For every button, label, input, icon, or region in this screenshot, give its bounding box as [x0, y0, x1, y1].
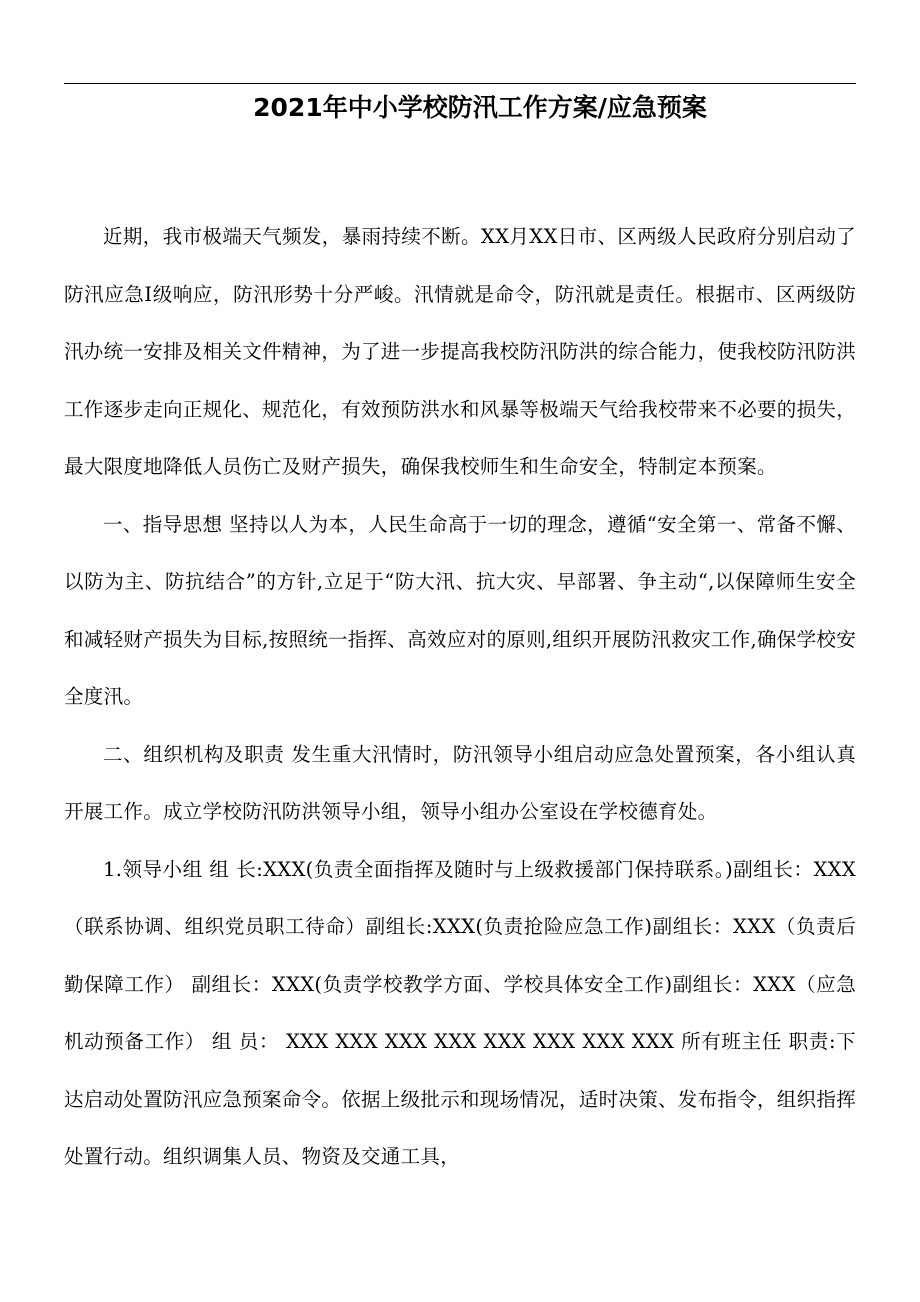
paragraph-leadership-group: 1.领导小组 组 长:XXX(负责全面指挥及随时与上级救援部门保持联系。)副组长：XXX（联系协调、组织党员职工待命）副组长:XXX(负责抢险应急工作)副组长：XXX（负责后勤保障工作） 副组长：XXX(负责学校教学方面、学校具体安全工作)副组长：XXX（应急机动预备工作） 组 员： XXX XXX XXX XXX XXX XXX XXX XXX 所有班主任 职责:下达启动处置防汛应急预案命令。依据上级批示和现场情况，适时决策、发布指令，组织指挥处置行动。组织调集人员、物资及交通工具， — [64, 857, 857, 1168]
paragraph-intro: 近期，我市极端天气频发，暴雨持续不断。XX月XX日市、区两级人民政府分别启动了防汛应急Ⅰ级响应，防汛形势十分严峻。汛情就是命令，防汛就是责任。根据市、区两级防汛办统一安排及相关文件精神，为了进一步提高我校防汛防洪的综合能力，使我校防汛防洪工作逐步走向正规化、规范化，有效预防洪水和风暴等极端天气给我校带来不必要的损失，最大限度地降低人员伤亡及财产损失，确保我校师生和生命安全，特制定本预案。 — [64, 225, 857, 478]
paragraph-organization: 二、组织机构及职责 发生重大汛情时，防汛领导小组启动应急处置预案，各小组认真开展工作。成立学校防汛防洪领导小组，领导小组办公室设在学校德育处。 — [64, 742, 856, 823]
document-title: 2021年中小学校防汛工作方案/应急预案 — [253, 93, 707, 122]
paragraph-guiding-principle: 一、指导思想 坚持以人为本，人民生命高于一切的理念，遵循“安全第一、常备不懈、以防为主、防抗结合”的方针,立足于“防大汛、抗大灾、早部署、争主动“,以保障师生安全和减轻财产损失为目标,按照统一指挥、高效应对的原则,组织开展防汛救灾工作,确保学校安全度汛。 — [64, 512, 856, 708]
header-rule — [64, 83, 856, 84]
document-body — [64, 208, 856, 1186]
